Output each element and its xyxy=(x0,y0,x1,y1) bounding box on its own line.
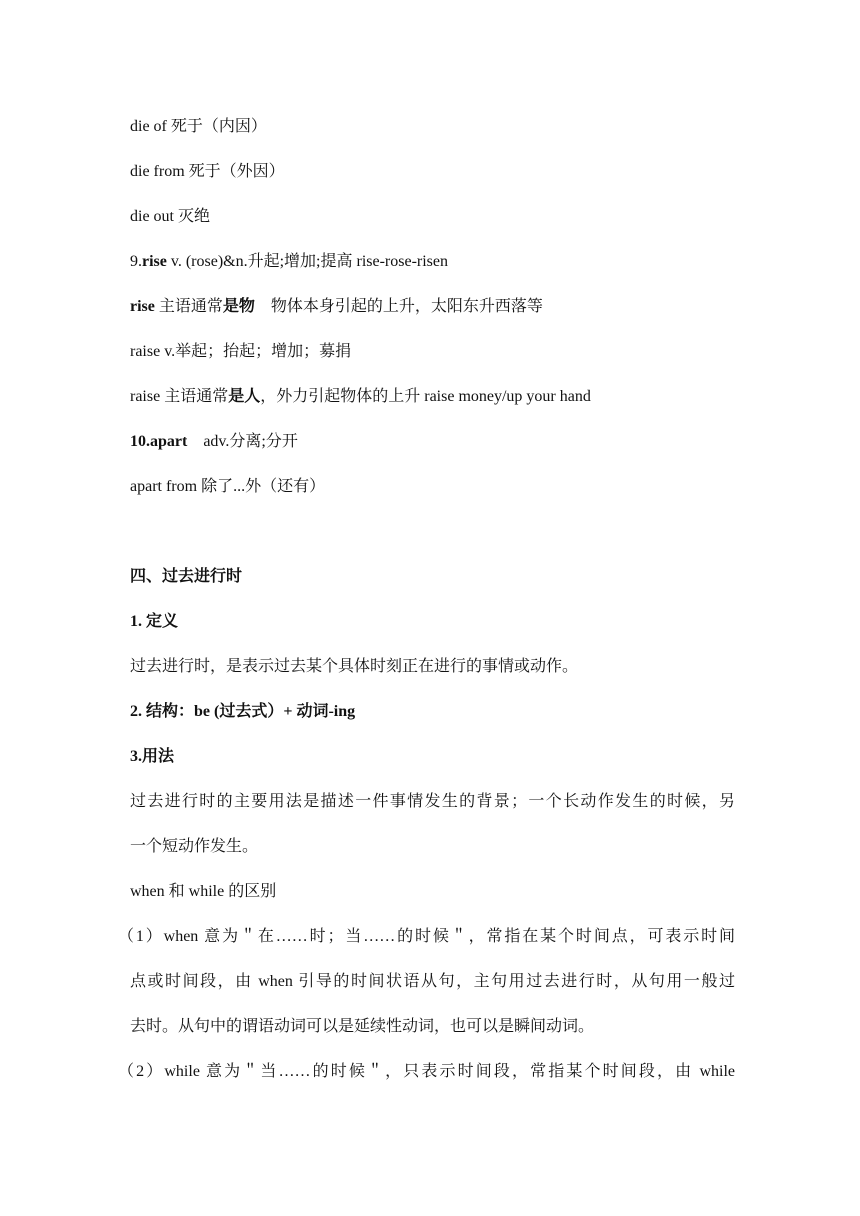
vocab-rise-note xyxy=(130,297,735,317)
definition-text: 过去进行时，是表示过去某个具体时刻正在进行的事情或动作。 xyxy=(130,658,579,675)
rise-number: 9. xyxy=(130,253,142,270)
point-2-line-1: （2）while 意为＂当……的时候＂，只表示时间段，常指某个时间段，由 while xyxy=(118,1063,735,1080)
vocab-rise-heading xyxy=(130,252,735,272)
vocab-raise-note xyxy=(130,387,735,407)
raise-note-emphasis: 是人 xyxy=(228,388,261,405)
point-1-line-2: 点或时间段，由 when 引导的时间状语从句，主句用过去进行时，从句用一般过 xyxy=(130,973,735,990)
vocab-apart-from: apart from 除了...外（还有） xyxy=(130,478,326,495)
point-1-line-1: （1）when 意为＂在……时；当……的时候＂，常指在某个时间点，可表示时间 xyxy=(118,928,735,945)
vocab-die-of: die of 死于（内因） xyxy=(130,118,267,135)
raise-note-text-c: ，外力引起物体的上升 raise money/up your hand xyxy=(260,388,591,405)
when-while-heading: when 和 while 的区别 xyxy=(130,883,277,900)
vocab-apart-heading xyxy=(130,432,735,452)
usage-heading-text: 3.用法 xyxy=(130,748,175,765)
rise-word: rise xyxy=(142,253,167,270)
structure-heading xyxy=(130,702,735,722)
vocab-die-from: die from 死于（外因） xyxy=(130,163,285,180)
rise-note-text-a: 主语通常 xyxy=(154,298,223,315)
raise-note-text-a: raise 主语通常 xyxy=(130,388,229,405)
rise-note-text-c: 物体本身引起的上升，太阳东升西落等 xyxy=(254,298,543,315)
definition-heading-text: 1. 定义 xyxy=(130,613,179,630)
apart-word: 10.apart xyxy=(130,433,188,450)
rise-note-emphasis: 是物 xyxy=(222,298,255,315)
vocab-raise-definition: raise v.举起；抬起；增加；募捐 xyxy=(130,343,352,360)
vocab-die-out: die out 灭绝 xyxy=(130,208,210,225)
structure-heading-text: 2. 结构：be (过去式）+ 动词-ing xyxy=(130,703,356,720)
usage-paragraph-line-2: 一个短动作发生。 xyxy=(130,838,259,855)
definition-heading xyxy=(130,612,735,632)
rise-definition: v. (rose)&n.升起;增加;提高 rise-rose-risen xyxy=(166,253,449,270)
rise-note-word: rise xyxy=(130,298,155,315)
section-title-text: 四、过去进行时 xyxy=(130,568,243,585)
usage-heading xyxy=(130,747,735,767)
section-title xyxy=(130,567,735,587)
point-1-line-3: 去时。从句中的谓语动词可以是延续性动词，也可以是瞬间动词。 xyxy=(130,1018,595,1035)
usage-paragraph-line-1: 过去进行时的主要用法是描述一件事情发生的背景；一个长动作发生的时候，另 xyxy=(130,793,735,810)
apart-definition: adv.分离;分开 xyxy=(187,433,298,450)
